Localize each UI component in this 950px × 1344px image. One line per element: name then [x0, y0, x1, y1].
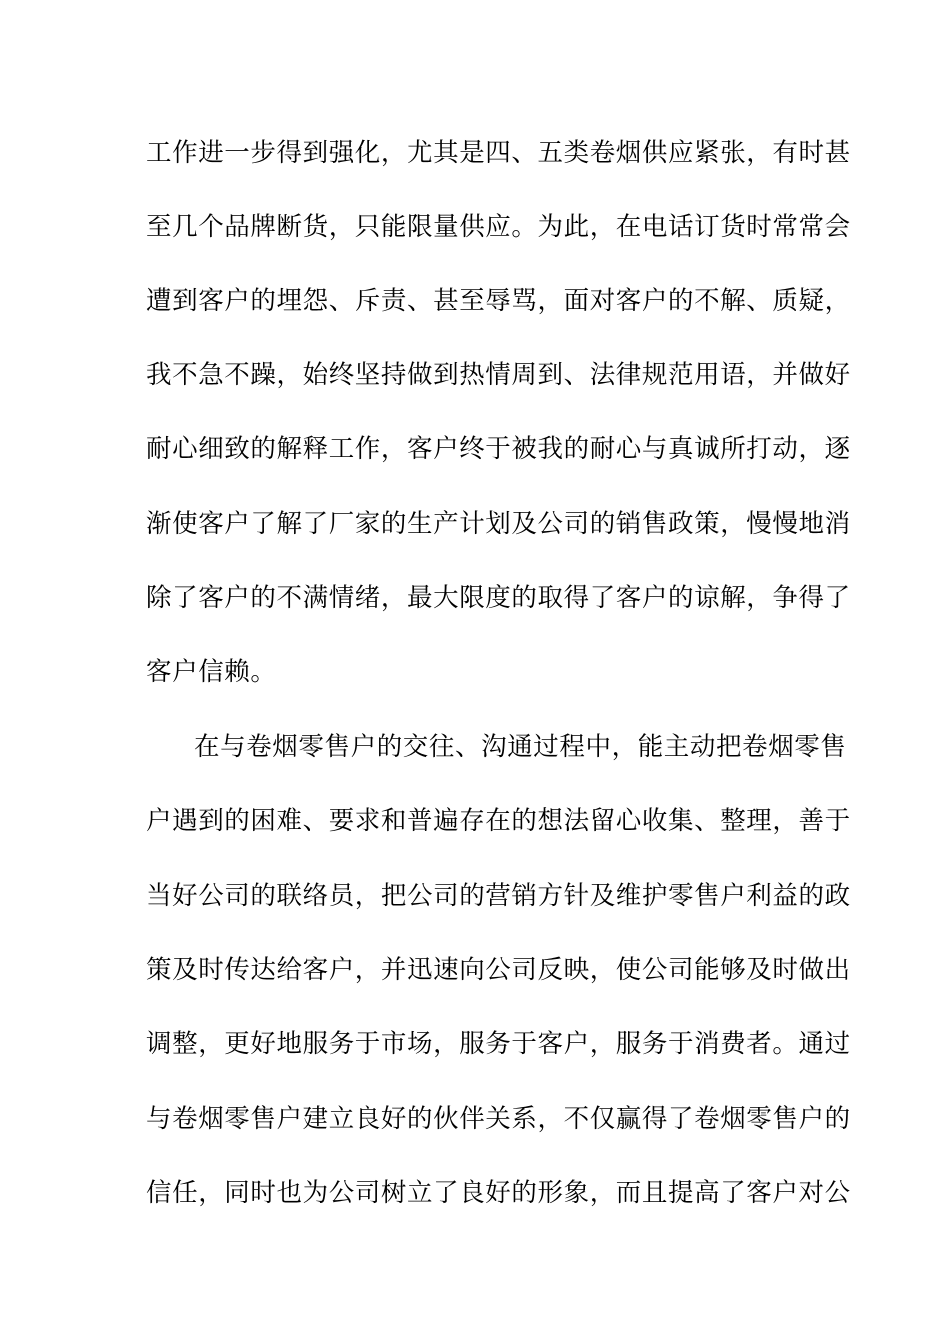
- text-line: 策及时传达给客户，并迅速向公司反映，使公司能够及时做出: [146, 955, 851, 985]
- text-line: 渐使客户了解了厂家的生产计划及公司的销售政策，慢慢地消: [146, 509, 851, 539]
- text-line: 户遇到的困难、要求和普遍存在的想法留心收集、整理，善于: [146, 806, 851, 836]
- text-line: 工作进一步得到强化，尤其是四、五类卷烟供应紧张，有时甚: [146, 138, 851, 168]
- text-line: 与卷烟零售户建立良好的伙伴关系，不仅赢得了卷烟零售户的: [146, 1104, 851, 1134]
- text-line: 至几个品牌断货，只能限量供应。为此，在电话订货时常常会: [146, 212, 851, 242]
- text-line: 除了客户的不满情绪，最大限度的取得了客户的谅解，争得了: [146, 583, 851, 613]
- text-line: 当好公司的联络员，把公司的营销方针及维护零售户利益的政: [146, 881, 851, 911]
- text-line: 耐心细致的解释工作，客户终于被我的耐心与真诚所打动，逐: [146, 434, 851, 464]
- text-line: 信任，同时也为公司树立了良好的形象，而且提高了客户对公: [146, 1178, 851, 1208]
- text-line: 我不急不躁，始终坚持做到热情周到、法律规范用语，并做好: [146, 360, 851, 390]
- text-line: 客户信赖。: [146, 657, 277, 687]
- text-line: 调整，更好地服务于市场，服务于客户，服务于消费者。通过: [146, 1029, 851, 1059]
- paragraph-first-line: 在与卷烟零售户的交往、沟通过程中，能主动把卷烟零售: [194, 732, 847, 762]
- text-line: 遭到客户的埋怨、斥责、甚至辱骂，面对客户的不解、质疑，: [146, 286, 851, 316]
